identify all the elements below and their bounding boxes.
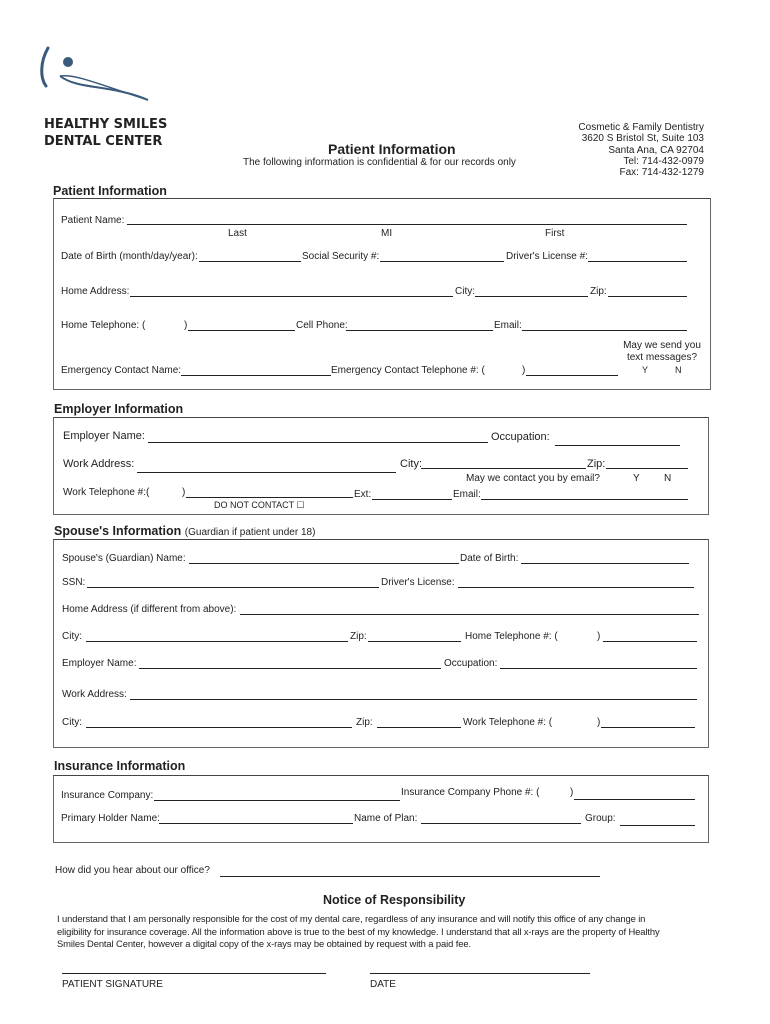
spouse-work-zip-label: Zip:: [356, 717, 373, 728]
spouse-zip-label: Zip:: [350, 631, 367, 642]
spouse-ssn-field[interactable]: [87, 587, 379, 588]
work-city-field[interactable]: [421, 468, 586, 469]
ssn-label: Social Security #:: [302, 251, 380, 262]
home-tel-label: Home Telephone: (: [61, 320, 146, 331]
holder-name-field[interactable]: [159, 823, 353, 824]
spouse-work-city-label: City:: [62, 717, 82, 728]
spouse-home-tel-field[interactable]: [603, 641, 697, 642]
group-field[interactable]: [620, 825, 695, 826]
work-address-label: Work Address:: [63, 458, 135, 470]
cell-label: Cell Phone:: [296, 320, 348, 331]
spouse-home-address-label: Home Address (if different from above):: [62, 604, 237, 615]
spouse-dl-label: Driver's License:: [381, 577, 455, 588]
work-email-label: Email:: [453, 489, 481, 500]
insurance-company-field[interactable]: [154, 800, 400, 801]
text-yes-option[interactable]: Y: [642, 365, 649, 375]
employer-name-label: Employer Name:: [63, 430, 145, 442]
paren-close: ): [570, 787, 574, 798]
spouse-work-city-field[interactable]: [86, 727, 352, 728]
page-title: Patient Information: [328, 141, 456, 157]
notice-text: [57, 913, 660, 951]
logo-graphic: [38, 44, 156, 114]
emergency-tel-field[interactable]: [526, 375, 618, 376]
spouse-dl-field[interactable]: [458, 587, 694, 588]
paren-close: ): [597, 631, 601, 642]
address-line: Santa Ana, CA 92704: [608, 144, 704, 156]
referral-field[interactable]: [220, 876, 600, 877]
insurance-section-heading: Insurance Information: [54, 759, 186, 773]
insurance-phone-label: Insurance Company Phone #: (: [401, 787, 540, 798]
spouse-name-label: Spouse's (Guardian) Name:: [62, 553, 186, 564]
spouse-work-zip-field[interactable]: [377, 727, 461, 728]
paren-close: ): [182, 487, 186, 498]
dob-field[interactable]: [199, 261, 301, 262]
emergency-tel-label: Emergency Contact Telephone #: (: [331, 365, 485, 376]
occupation-label: Occupation:: [491, 431, 550, 443]
paren-close: ): [184, 320, 188, 331]
notice-line: eligibility for insurance coverage. All the information above is true to the best of my knowledge. I understand that all x-rays are the property of Healthy: [57, 925, 660, 937]
emergency-name-label: Emergency Contact Name:: [61, 365, 182, 376]
patient-name-label: Patient Name:: [61, 215, 125, 226]
work-zip-field[interactable]: [606, 468, 688, 469]
home-address-label: Home Address:: [61, 286, 130, 297]
home-address-field[interactable]: [130, 296, 453, 297]
spouse-occupation-field[interactable]: [500, 668, 697, 669]
spouse-section-heading: [54, 524, 315, 538]
ssn-field[interactable]: [380, 261, 504, 262]
zip-field[interactable]: [608, 296, 687, 297]
mi-label: MI: [381, 228, 393, 239]
dob-label: Date of Birth (month/day/year):: [61, 251, 198, 262]
spouse-work-tel-label: Work Telephone #: (: [463, 717, 553, 728]
ext-field[interactable]: [372, 499, 452, 500]
email-yes-option[interactable]: Y: [633, 473, 640, 484]
notice-title: Notice of Responsibility: [323, 893, 466, 907]
spouse-city-label: City:: [62, 631, 82, 642]
first-name-label: First: [545, 228, 565, 239]
work-address-field[interactable]: [137, 472, 396, 473]
spouse-section-box: [53, 539, 709, 748]
text-q-line2: text messages?: [626, 352, 698, 363]
occupation-field[interactable]: [555, 445, 680, 446]
date-label: DATE: [370, 979, 396, 990]
text-q-line1: May we send you: [623, 340, 701, 351]
spouse-home-tel-label: Home Telephone #: (: [465, 631, 558, 642]
spouse-work-address-field[interactable]: [130, 699, 697, 700]
spouse-occupation-label: Occupation:: [444, 658, 498, 669]
notice-line: I understand that I am personally responsible for the cost of my dental care, regardless of any insurance and will notify this office of any change in: [57, 913, 646, 924]
work-city-label: City:: [400, 458, 422, 470]
signature-field[interactable]: [62, 973, 326, 974]
last-name-label: Last: [228, 228, 247, 239]
plan-name-label: Name of Plan:: [354, 813, 418, 824]
spouse-heading-text: Spouse's Information: [54, 524, 182, 538]
spouse-zip-field[interactable]: [368, 641, 461, 642]
insurance-phone-field[interactable]: [574, 799, 695, 800]
employer-name-field[interactable]: [148, 442, 488, 443]
address-line: Cosmetic & Family Dentistry: [578, 122, 704, 133]
spouse-work-tel-field[interactable]: [601, 727, 695, 728]
text-no-option[interactable]: N: [675, 365, 682, 375]
spouse-dob-field[interactable]: [521, 563, 689, 564]
spouse-employer-label: Employer Name:: [62, 658, 137, 669]
do-not-contact-checkbox[interactable]: DO NOT CONTACT ☐: [214, 500, 305, 510]
email-no-option[interactable]: N: [664, 473, 672, 484]
address-line: Tel: 714-432-0979: [623, 155, 704, 167]
logo-line2: DENTAL CENTER: [44, 134, 163, 149]
patient-section-heading: Patient Information: [53, 184, 167, 198]
spouse-ssn-label: SSN:: [62, 577, 86, 588]
spouse-name-field[interactable]: [189, 563, 459, 564]
address-line: Fax: 714-432-1279: [619, 167, 704, 179]
date-field[interactable]: [370, 973, 590, 974]
signature-label: PATIENT SIGNATURE: [62, 979, 163, 990]
email-label: Email:: [494, 320, 522, 331]
dl-field[interactable]: [588, 261, 687, 262]
spouse-home-address-field[interactable]: [240, 614, 699, 615]
city-field[interactable]: [475, 296, 588, 297]
work-zip-label: Zip:: [587, 458, 606, 470]
spouse-heading-note: (Guardian if patient under 18): [184, 527, 316, 538]
logo-text: [44, 116, 167, 150]
spouse-city-field[interactable]: [86, 641, 348, 642]
practice-address: [578, 122, 704, 178]
work-tel-field[interactable]: [186, 497, 353, 498]
paren-close: ): [597, 717, 601, 728]
home-tel-field[interactable]: [188, 330, 295, 331]
referral-label: How did you hear about our office?: [55, 865, 210, 876]
spouse-dob-label: Date of Birth:: [460, 553, 519, 564]
notice-line: Smiles Dental Center, however a digital copy of the x-rays may be obtained by request with a paid fee.: [57, 938, 471, 949]
patient-section-box: [53, 198, 711, 390]
email-contact-question: May we contact you by email?: [466, 473, 600, 484]
spouse-employer-field[interactable]: [139, 668, 441, 669]
email-field[interactable]: [522, 330, 687, 331]
text-message-question: [622, 340, 702, 364]
patient-name-field[interactable]: [127, 224, 687, 225]
ext-label: Ext:: [354, 489, 372, 500]
zip-label: Zip:: [590, 286, 607, 297]
holder-name-label: Primary Holder Name:: [61, 813, 160, 824]
paren-close: ): [522, 365, 526, 376]
group-label: Group:: [585, 813, 616, 824]
plan-name-field[interactable]: [421, 823, 581, 824]
employer-section-box: [53, 417, 709, 515]
address-line: 3620 S Bristol St, Suite 103: [581, 133, 704, 145]
logo-line1: HEALTHY SMILES: [44, 117, 168, 132]
page-subtitle: The following information is confidential & for our records only: [243, 157, 516, 168]
work-email-field[interactable]: [481, 499, 688, 500]
dl-label: Driver's License #:: [506, 251, 588, 262]
employer-section-heading: Employer Information: [54, 402, 184, 416]
emergency-name-field[interactable]: [181, 375, 331, 376]
insurance-section-box: [53, 775, 709, 843]
spouse-work-address-label: Work Address:: [62, 689, 127, 700]
work-tel-label: Work Telephone #:(: [63, 487, 150, 498]
insurance-company-label: Insurance Company:: [61, 790, 154, 801]
cell-field[interactable]: [346, 330, 493, 331]
city-label: City:: [455, 286, 475, 297]
